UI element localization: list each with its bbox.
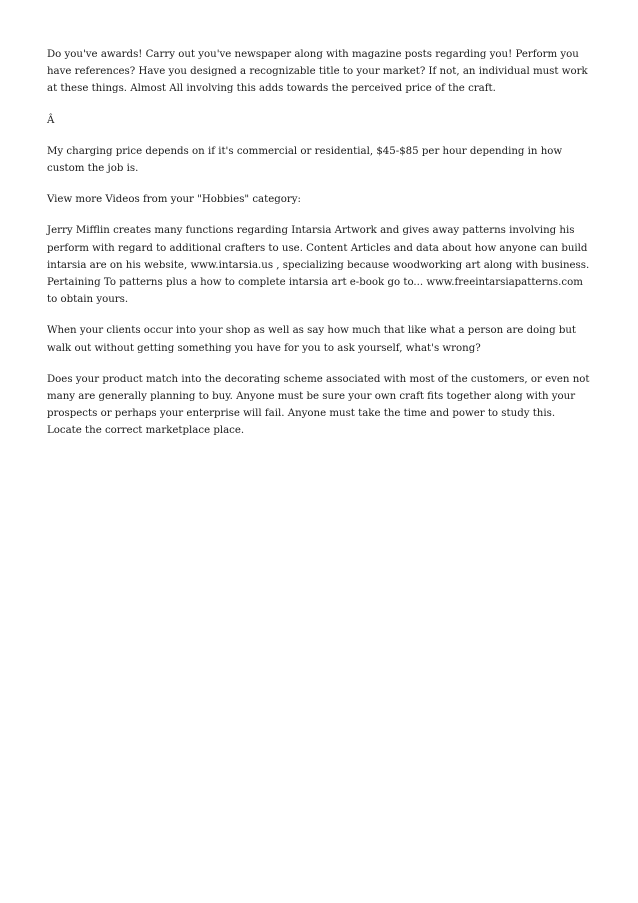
- paragraph-awards: Do you've awards! Carry out you've newspaper along with magazine posts regarding you! Perform you have references? Have you designed a recognizable title to your market? If not, an individual must work at these things. Almost All involving this adds towards the perceived price of the craft.: [47, 49, 588, 95]
- paragraph-product-match: Does your product match into the decorating scheme associated with most of the customers, or even not many are generally planning to buy. Anyone must be sure your own craft fits together along with your prospects or perhaps your enterprise will fail. Anyone must take the time and power to study this. Locate the correct marketplace place.: [47, 373, 590, 437]
- document-body: [47, 46, 592, 454]
- paragraph-charging-price: My charging price depends on if it's commercial or residential, $45-$85 per hour depending in how custom the job is.: [47, 145, 563, 175]
- paragraph-view-more-videos: View more Videos from your "Hobbies" category:: [47, 194, 301, 206]
- paragraph-stray-character: Â: [47, 114, 55, 126]
- paragraph-clients: When your clients occur into your shop as well as say how much that like what a person are doing but walk out without getting something you have for you to ask yourself, what's wrong?: [47, 325, 577, 354]
- paragraph-jerry-mifflin: Jerry Mifflin creates many functions regarding Intarsia Artwork and gives away patterns involving his perform with regard to additional crafters to use. Content Articles and data about how anyone can build intarsia are on his website, www.intarsia.us , specializing because woodworking art along with business. Pertaining To patterns plus a how to complete intarsia art e-book go to... www.freeintarsiapatterns.com to obtain yours.: [47, 225, 590, 306]
